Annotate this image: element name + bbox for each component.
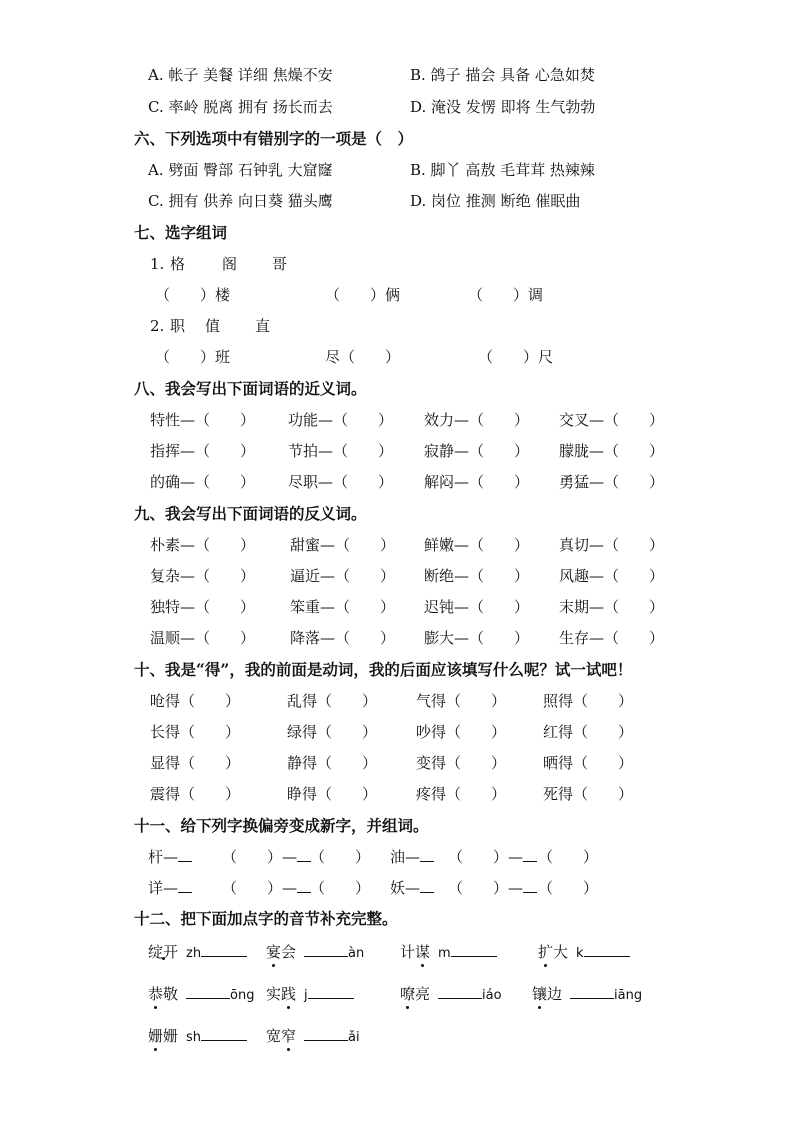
radical-item[interactable]: （ ） (310, 848, 371, 866)
q7-group1-char: 格 (170, 255, 186, 273)
synonym-item[interactable]: 尽职—（ ） (288, 473, 394, 491)
q7-group2-char: 直 (255, 317, 271, 335)
de-item[interactable]: 乱得（ ） (287, 692, 378, 710)
radical-item[interactable]: （ ） (538, 879, 599, 897)
q7-group2-label: 2. (150, 317, 165, 335)
antonym-item[interactable]: 温顺—（ ） (150, 629, 256, 647)
antonym-item[interactable]: 降落—（ ） (290, 629, 396, 647)
q5-option-d: D. 淹没 发愣 即将 生气勃勃 (410, 98, 596, 116)
de-item[interactable]: 静得（ ） (287, 754, 378, 772)
answer-blank[interactable] (297, 878, 311, 893)
word-char: 边 (547, 985, 563, 1003)
de-item[interactable]: 绿得（ ） (287, 723, 378, 741)
q7-group2-blank[interactable]: （ ）尺 (478, 348, 554, 366)
pinyin-blank[interactable] (451, 942, 497, 957)
pinyin-blank[interactable] (584, 942, 630, 957)
antonym-item[interactable]: 末期—（ ） (559, 598, 665, 616)
de-item[interactable]: 死得（ ） (543, 785, 634, 803)
word-char: 姗 (163, 1027, 179, 1045)
synonym-item[interactable]: 勇猛—（ ） (559, 473, 665, 491)
radical-item[interactable]: （ ）— (448, 876, 537, 900)
antonym-item[interactable]: 朴素—（ ） (150, 536, 256, 554)
antonym-item[interactable]: 复杂—（ ） (150, 567, 256, 585)
pinyin-item (266, 982, 354, 1006)
synonym-item[interactable]: 节拍—（ ） (288, 442, 394, 460)
pinyin-blank[interactable] (186, 984, 230, 999)
pinyin-item (148, 982, 254, 1006)
antonym-item[interactable]: 独特—（ ） (150, 598, 256, 616)
pinyin-blank[interactable] (308, 984, 354, 999)
dotted-char: 谋 (415, 940, 430, 964)
dotted-char: 宴 (266, 940, 281, 964)
radical-item[interactable]: （ ）— (448, 845, 537, 869)
synonym-item[interactable]: 指挥—（ ） (150, 442, 256, 460)
word-char: 实 (266, 985, 282, 1003)
dotted-char: 嘹 (400, 982, 415, 1006)
antonym-item[interactable]: 真切—（ ） (559, 536, 665, 554)
de-item[interactable]: 气得（ ） (416, 692, 507, 710)
radical-item[interactable]: 杆— (148, 845, 192, 869)
q7-title: 七、选字组词 (134, 223, 228, 242)
antonym-item[interactable]: 膨大—（ ） (424, 629, 530, 647)
synonym-item[interactable]: 特性—（ ） (150, 411, 256, 429)
antonym-item[interactable]: 生存—（ ） (559, 629, 665, 647)
de-item[interactable]: 睁得（ ） (287, 785, 378, 803)
q6-option-c: C. 拥有 供养 向日葵 猫头鹰 (148, 192, 333, 210)
q6-option-d: D. 岗位 推测 断绝 催眠曲 (410, 192, 581, 210)
q7-group1-blank[interactable]: （ ）调 (468, 286, 544, 304)
pinyin-blank[interactable] (570, 984, 614, 999)
word-char: 绽 (148, 943, 164, 961)
word-char: 大 (553, 943, 569, 961)
pinyin-hint: m (438, 946, 451, 961)
q5-option-b: B. 鸽子 描会 具备 心急如焚 (410, 66, 595, 84)
q7-group1-char: 哥 (272, 255, 288, 273)
antonym-item[interactable]: 甜蜜—（ ） (290, 536, 396, 554)
dotted-char: 恭 (148, 982, 163, 1006)
q7-group2-blank[interactable]: 尽（ ） (325, 348, 401, 366)
pinyin-item (532, 982, 642, 1006)
pinyin-hint: ǎi (348, 1030, 360, 1045)
pinyin-hint: zh (186, 946, 202, 961)
pinyin-hint: j (304, 988, 308, 1003)
antonym-item[interactable]: 笨重—（ ） (290, 598, 396, 616)
de-item[interactable]: 震得（ ） (150, 785, 241, 803)
answer-blank[interactable] (523, 878, 537, 893)
synonym-item[interactable]: 效力—（ ） (424, 411, 530, 429)
antonym-item[interactable]: 鲜嫩—（ ） (424, 536, 530, 554)
dotted-char: 窄 (281, 1024, 296, 1048)
de-item[interactable]: 长得（ ） (150, 723, 241, 741)
q7-group2-blank[interactable]: （ ）班 (155, 348, 231, 366)
synonym-item[interactable]: 功能—（ ） (288, 411, 394, 429)
q5-option-a: A. 帐子 美餐 详细 焦燥不安 (148, 66, 333, 84)
dotted-char: 姗 (148, 1024, 163, 1048)
word-char: 开 (163, 943, 179, 961)
pinyin-blank[interactable] (201, 942, 247, 957)
word-char: 亮 (415, 985, 431, 1003)
pinyin-hint: ōng (230, 988, 255, 1003)
radical-item[interactable]: （ ）— (222, 845, 311, 869)
word-char: 宽 (266, 1027, 282, 1045)
q11-title: 十一、给下列字换偏旁变成新字，并组词。 (134, 816, 429, 835)
de-item[interactable]: 变得（ ） (416, 754, 507, 772)
dotted-char: 践 (281, 982, 296, 1006)
answer-blank[interactable] (297, 847, 311, 862)
pinyin-hint: àn (348, 946, 365, 961)
pinyin-item (266, 1024, 360, 1048)
pinyin-item (400, 982, 502, 1006)
pinyin-hint: iáo (482, 988, 502, 1003)
q6-title: 六、下列选项中有错别字的一项是（ ） (134, 129, 414, 148)
radical-item[interactable]: （ ）— (222, 876, 311, 900)
de-item[interactable]: 晒得（ ） (543, 754, 634, 772)
radical-item[interactable]: 详— (148, 876, 192, 900)
q8-title: 八、我会写出下面词语的近义词。 (134, 379, 367, 398)
antonym-item[interactable]: 逼近—（ ） (290, 567, 396, 585)
q7-group1-blank[interactable]: （ ）楼 (155, 286, 231, 304)
q7-group1-blank[interactable]: （ ）俩 (325, 286, 401, 304)
synonym-item[interactable]: 交叉—（ ） (559, 411, 665, 429)
q10-title: 十、我是“得”，我的前面是动词，我的后面应该填写什么呢？试一试吧！ (134, 660, 633, 679)
answer-blank[interactable] (178, 847, 192, 862)
de-item[interactable]: 疼得（ ） (416, 785, 507, 803)
pinyin-item (266, 940, 364, 964)
pinyin-blank[interactable] (201, 1026, 247, 1041)
de-item[interactable]: 显得（ ） (150, 754, 241, 772)
pinyin-blank[interactable] (438, 984, 482, 999)
pinyin-blank[interactable] (304, 942, 348, 957)
radical-item[interactable]: 妖— (390, 876, 434, 900)
pinyin-hint: sh (186, 1030, 202, 1045)
answer-blank[interactable] (178, 878, 192, 893)
de-item[interactable]: 吵得（ ） (416, 723, 507, 741)
antonym-item[interactable]: 风趣—（ ） (559, 567, 665, 585)
q6-option-b: B. 脚丫 高敖 毛茸茸 热辣辣 (410, 161, 595, 179)
synonym-item[interactable]: 朦胧—（ ） (559, 442, 665, 460)
radical-item[interactable]: （ ） (310, 879, 371, 897)
q12-title: 十二、把下面加点字的音节补充完整。 (134, 909, 398, 928)
q7-group2-char: 职 (170, 317, 186, 335)
synonym-item[interactable]: 的确—（ ） (150, 473, 256, 491)
dotted-char: 扩 (538, 940, 553, 964)
word-char: 敬 (163, 985, 179, 1003)
pinyin-item (148, 1024, 247, 1048)
pinyin-hint: k (576, 946, 584, 961)
antonym-item[interactable]: 迟钝—（ ） (424, 598, 530, 616)
pinyin-item (400, 940, 497, 964)
q5-option-c: C. 率岭 脱离 拥有 扬长而去 (148, 98, 333, 116)
q7-group1-label: 1. (150, 255, 165, 273)
de-item[interactable]: 呛得（ ） (150, 692, 241, 710)
de-item[interactable]: 照得（ ） (543, 692, 634, 710)
de-item[interactable]: 红得（ ） (543, 723, 634, 741)
q7-group1-char: 阁 (222, 255, 238, 273)
radical-item[interactable]: 油— (390, 845, 434, 869)
word-char: 会 (281, 943, 297, 961)
q9-title: 九、我会写出下面词语的反义词。 (134, 504, 367, 523)
answer-blank[interactable] (523, 847, 537, 862)
pinyin-hint: iāng (614, 988, 643, 1003)
pinyin-item (538, 940, 630, 964)
dotted-char: 镶 (532, 982, 547, 1006)
q6-option-a: A. 劈面 臀部 石钟乳 大窟窿 (148, 161, 333, 179)
q7-group2-char: 值 (205, 317, 221, 335)
synonym-item[interactable]: 寂静—（ ） (424, 442, 530, 460)
word-char: 计 (400, 943, 416, 961)
pinyin-blank[interactable] (304, 1026, 348, 1041)
antonym-item[interactable]: 断绝—（ ） (424, 567, 530, 585)
synonym-item[interactable]: 解闷—（ ） (424, 473, 530, 491)
pinyin-item (148, 940, 247, 964)
radical-item[interactable]: （ ） (538, 848, 599, 866)
answer-blank[interactable] (420, 847, 434, 862)
answer-blank[interactable] (420, 878, 434, 893)
